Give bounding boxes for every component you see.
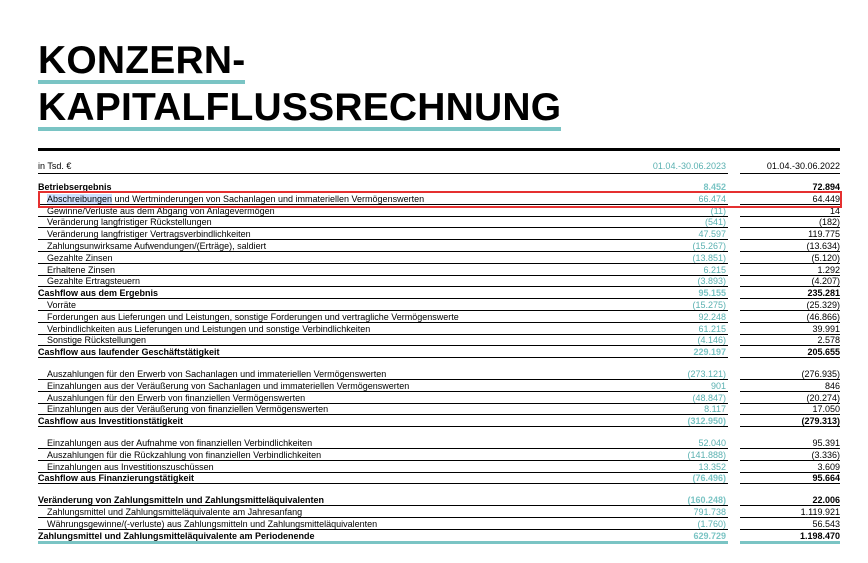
table-row [38,299,840,311]
value-current: 901 [710,380,726,391]
row-label: Erhaltene Zinsen [47,264,116,275]
row-label: Gezahlte Ertragsteuern [47,276,141,287]
value-current: (312.950) [687,416,726,427]
value-current: (160.248) [687,495,726,506]
row-rule [38,541,728,544]
value-current: 92.248 [698,311,726,322]
value-current: (3.893) [697,276,726,287]
value-current: 791.738 [693,507,726,517]
row-label: Auszahlungen für die Rückzahlung von finanziellen Verbindlichkeiten [47,449,322,460]
value-previous: 846 [824,380,840,391]
row-label: Zahlungsmittel und Zahlungsmitteläquivalente am Periodenende [38,530,315,541]
value-current: 629.729 [693,530,726,541]
value-current: (15.267) [692,241,726,251]
value-previous: (4.207) [811,276,840,287]
table-row [38,494,840,506]
title-line-1: KONZERN- [38,39,246,82]
value-current: 13.352 [698,461,726,472]
row-rule [740,541,840,544]
value-current: (4.146) [697,335,726,346]
table-row [38,461,840,473]
row-label: Veränderung langfristiger Vertragsverbindlichkeiten [47,229,251,240]
row-label: Vorräte [47,300,77,310]
selection-highlight-box [38,191,842,208]
value-previous: 1.119.921 [800,507,840,517]
value-previous: 14 [829,205,840,216]
value-current: 8.117 [704,404,726,415]
value-current: (11) [710,205,726,216]
table-row [38,346,840,358]
row-rule [38,357,728,358]
table-row [38,264,840,276]
value-current: (1.760) [697,518,726,529]
row-rule [740,426,840,427]
value-current: (76.496) [692,473,726,484]
value-previous: 95.664 [812,473,840,484]
table-row [38,368,840,380]
value-current: (141.888) [687,449,726,460]
value-previous: (20.274) [806,392,840,403]
row-label: Einzahlungen aus der Veräußerung von Sachanlagen und immateriellen Vermögenswerten [47,380,410,391]
highlighted-text[interactable]: Abschreibungen [47,193,113,204]
value-previous: 3.609 [817,461,840,472]
row-label: Cashflow aus Investitionstätigkeit [38,416,184,427]
value-current: 47.597 [698,229,726,240]
row-label: Einzahlungen aus der Aufnahme von finanziellen Verbindlichkeiten [47,438,313,448]
value-current: 61.215 [698,323,726,334]
value-previous: 119.775 [808,229,840,240]
value-current: (13.851) [692,252,726,263]
row-label: Cashflow aus dem Ergebnis [38,288,159,299]
table-row [38,437,840,449]
row-rule [740,483,840,484]
row-label: Sonstige Rückstellungen [47,335,147,346]
table-row [38,216,840,228]
table-row [38,415,840,427]
row-label: Auszahlungen für den Erwerb von Sachanlagen und immateriellen Vermögenswerten [47,369,387,379]
value-previous: 17.050 [812,404,840,415]
row-label-rest: und Wertminderungen von Sachanlagen und immateriellen Vermögenswerten [112,193,425,204]
table-row [38,311,840,323]
row-rule [38,483,728,484]
row-label: Veränderung langfristiger Rückstellungen [47,217,212,228]
row-label: Zahlungsunwirksame Aufwendungen/(Erträge), saldiert [47,241,267,251]
column-header-previous: 01.04.-30.06.2022 [766,161,840,171]
value-previous: (3.336) [811,449,840,460]
table-row [38,287,840,299]
value-current: 6.215 [703,264,726,275]
table-row [38,518,840,530]
value-current: 8.452 [703,182,726,192]
value-previous: (276.935) [801,369,840,379]
value-previous: (25.329) [806,300,840,310]
value-current: (541) [704,217,726,228]
row-rule [38,426,728,427]
value-previous: 95.391 [812,438,840,448]
table-row [38,275,840,287]
unit-label: in Tsd. € [38,161,72,171]
row-label: Betriebsergebnis [38,182,112,192]
value-previous: 64.449 [812,193,840,204]
table-row [38,323,840,335]
value-previous: (13.634) [806,241,840,251]
row-label: Gezahlte Zinsen [47,252,113,263]
row-label: Verbindlichkeiten aus Lieferungen und Leistungen und sonstige Verbindlichkeiten [47,323,371,334]
value-current: 229.197 [693,347,726,358]
row-label: Auszahlungen für den Erwerb von finanziellen Vermögenswerten [47,392,306,403]
table-row [38,334,840,346]
table-row [38,530,840,542]
value-previous: 205.655 [807,347,840,358]
value-previous: 72.894 [812,182,840,192]
table-row [38,506,840,518]
row-label: Einzahlungen aus der Veräußerung von finanziellen Vermögenswerten [47,404,329,415]
row-label: Forderungen aus Lieferungen und Leistungen, sonstige Forderungen und vertragliche Vermögenswerte [47,311,459,322]
table-row [38,252,840,264]
value-current: (15.275) [692,300,726,310]
value-current: (273.121) [687,369,726,379]
table-row [38,240,840,252]
table-row [38,392,840,404]
value-previous: 22.006 [812,495,840,506]
table-row [38,228,840,240]
row-label: Zahlungsmittel und Zahlungsmitteläquivalente am Jahresanfang [47,507,303,517]
row-label: Veränderung von Zahlungsmitteln und Zahlungsmitteläquivalenten [38,495,325,506]
table-row [38,472,840,484]
value-current: 52.040 [698,438,726,448]
column-header-current: 01.04.-30.06.2023 [652,161,726,171]
value-previous: 39.991 [812,323,840,334]
value-previous: (5.120) [811,252,840,263]
value-previous: 235.281 [807,288,840,299]
value-previous: (46.866) [806,311,840,322]
value-current: (48.847) [692,392,726,403]
title-line-2: KAPITALFLUSSRECHNUNG [38,86,562,129]
value-previous: 1.292 [817,264,840,275]
row-label: Gewinne/Verluste aus dem Abgang von Anlagevermögen [47,205,275,216]
value-current: 66.474 [698,193,726,204]
row-label: Währungsgewinne/(-verluste) aus Zahlungsmitteln und Zahlungsmitteläquivalenten [47,518,378,529]
value-previous: 1.198.470 [799,530,840,541]
table-row [38,380,840,392]
row-rule [740,357,840,358]
value-current: 95.155 [698,288,726,299]
value-previous: (182) [818,217,840,228]
value-previous: (279.313) [801,416,840,427]
row-label: Cashflow aus Finanzierungstätigkeit [38,473,195,484]
value-previous: 2.578 [817,335,840,346]
row-label: Einzahlungen aus Investitionszuschüssen [47,461,214,472]
table-row [38,449,840,461]
row-label: Cashflow aus laufender Geschäftstätigkeit [38,347,220,358]
table-row [38,403,840,415]
value-previous: 56.543 [812,518,840,529]
